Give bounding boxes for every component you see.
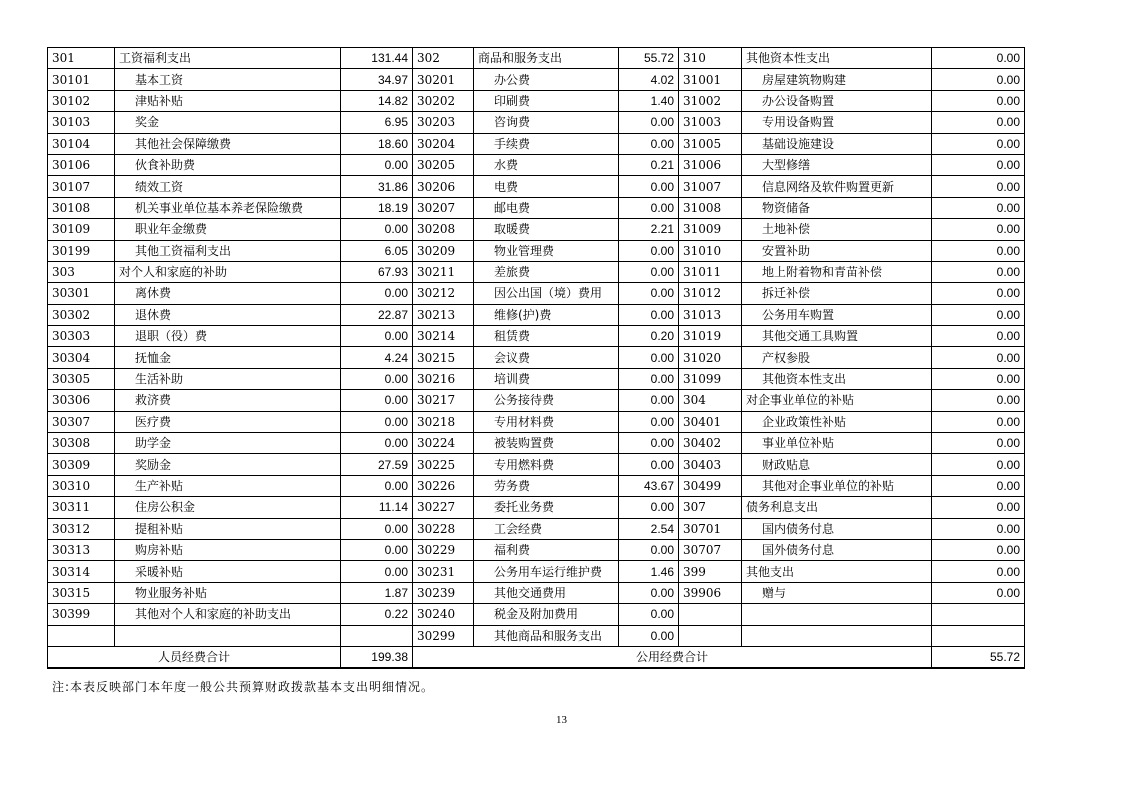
item-amount-cell: 0.00 — [619, 625, 679, 646]
item-name-cell: 公务用车购置 — [742, 304, 932, 325]
item-name-cell: 事业单位补贴 — [742, 433, 932, 454]
item-code-cell: 30307 — [48, 411, 115, 432]
item-code-cell: 30310 — [48, 475, 115, 496]
item-code-cell: 30226 — [413, 475, 474, 496]
item-code-cell: 30212 — [413, 283, 474, 304]
item-amount-cell: 0.00 — [932, 433, 1025, 454]
item-amount-cell: 0.00 — [341, 390, 413, 411]
item-name-cell: 对个人和家庭的补助 — [115, 261, 341, 282]
item-name-cell — [742, 604, 932, 625]
item-amount-cell: 0.00 — [932, 347, 1025, 368]
item-amount-cell: 1.40 — [619, 90, 679, 111]
item-name-cell: 取暖费 — [474, 219, 619, 240]
item-code-cell: 31009 — [679, 219, 742, 240]
item-amount-cell: 0.00 — [932, 240, 1025, 261]
item-name-cell: 税金及附加费用 — [474, 604, 619, 625]
item-amount-cell: 0.20 — [619, 326, 679, 347]
item-amount-cell: 2.21 — [619, 219, 679, 240]
item-amount-cell: 34.97 — [341, 69, 413, 90]
item-code-cell: 31011 — [679, 261, 742, 282]
item-code-cell: 302 — [413, 48, 474, 69]
item-name-cell: 安置补助 — [742, 240, 932, 261]
item-name-cell: 物资储备 — [742, 197, 932, 218]
item-amount-cell: 14.82 — [341, 90, 413, 111]
item-code-cell: 30309 — [48, 454, 115, 475]
item-name-cell: 退职（役）费 — [115, 326, 341, 347]
table-row — [48, 454, 1025, 475]
item-amount-cell: 0.00 — [619, 304, 679, 325]
item-code-cell: 30305 — [48, 368, 115, 389]
item-code-cell: 30201 — [413, 69, 474, 90]
item-code-cell: 30312 — [48, 518, 115, 539]
table-row — [48, 475, 1025, 496]
personnel-total-label: 人员经费合计 — [48, 646, 341, 668]
item-name-cell: 救济费 — [115, 390, 341, 411]
table-row — [48, 518, 1025, 539]
item-code-cell — [679, 625, 742, 646]
item-name-cell: 其他交通工具购置 — [742, 326, 932, 347]
item-code-cell: 30304 — [48, 347, 115, 368]
item-amount-cell: 0.00 — [341, 154, 413, 175]
item-name-cell: 债务利息支出 — [742, 497, 932, 518]
item-code-cell: 30707 — [679, 539, 742, 560]
item-name-cell — [115, 625, 341, 646]
item-amount-cell: 0.00 — [341, 518, 413, 539]
item-code-cell — [679, 604, 742, 625]
item-amount-cell: 0.00 — [341, 368, 413, 389]
personnel-total-value: 199.38 — [341, 646, 413, 668]
item-name-cell: 财政贴息 — [742, 454, 932, 475]
item-code-cell: 30229 — [413, 539, 474, 560]
item-name-cell: 其他对企事业单位的补贴 — [742, 475, 932, 496]
item-amount-cell: 0.00 — [932, 69, 1025, 90]
item-amount-cell — [932, 604, 1025, 625]
item-code-cell: 39906 — [679, 582, 742, 603]
item-amount-cell: 0.00 — [932, 497, 1025, 518]
item-amount-cell: 0.00 — [932, 561, 1025, 582]
item-code-cell: 30214 — [413, 326, 474, 347]
table-row — [48, 90, 1025, 111]
item-name-cell: 印刷费 — [474, 90, 619, 111]
item-code-cell: 30701 — [679, 518, 742, 539]
item-amount-cell: 6.05 — [341, 240, 413, 261]
item-code-cell: 30206 — [413, 176, 474, 197]
item-amount-cell: 0.00 — [341, 475, 413, 496]
item-name-cell: 其他社会保障缴费 — [115, 133, 341, 154]
item-code-cell: 30109 — [48, 219, 115, 240]
item-code-cell: 31013 — [679, 304, 742, 325]
item-amount-cell: 131.44 — [341, 48, 413, 69]
item-name-cell: 因公出国（境）费用 — [474, 283, 619, 304]
item-name-cell: 劳务费 — [474, 475, 619, 496]
item-amount-cell: 0.00 — [619, 454, 679, 475]
item-name-cell: 房屋建筑物购建 — [742, 69, 932, 90]
item-code-cell: 30209 — [413, 240, 474, 261]
item-code-cell: 30239 — [413, 582, 474, 603]
item-code-cell: 30399 — [48, 604, 115, 625]
item-name-cell: 购房补贴 — [115, 539, 341, 560]
item-name-cell: 其他支出 — [742, 561, 932, 582]
item-amount-cell: 0.00 — [932, 283, 1025, 304]
item-code-cell: 30228 — [413, 518, 474, 539]
item-code-cell: 30306 — [48, 390, 115, 411]
table-note: 注:本表反映部门本年度一般公共预算财政拨款基本支出明细情况。 — [52, 680, 435, 694]
item-code-cell: 30308 — [48, 433, 115, 454]
item-amount-cell: 11.14 — [341, 497, 413, 518]
table-row — [48, 604, 1025, 625]
item-code-cell: 31003 — [679, 112, 742, 133]
item-code-cell: 30213 — [413, 304, 474, 325]
item-name-cell: 对企事业单位的补贴 — [742, 390, 932, 411]
item-code-cell: 30106 — [48, 154, 115, 175]
item-code-cell: 31099 — [679, 368, 742, 389]
item-code-cell: 30199 — [48, 240, 115, 261]
table-row — [48, 368, 1025, 389]
item-code-cell: 31006 — [679, 154, 742, 175]
item-amount-cell: 0.00 — [619, 133, 679, 154]
table-row — [48, 261, 1025, 282]
public-total-label: 公用经费合计 — [413, 646, 932, 668]
item-name-cell: 国外债务付息 — [742, 539, 932, 560]
item-code-cell — [48, 625, 115, 646]
item-amount-cell: 4.24 — [341, 347, 413, 368]
item-name-cell: 住房公积金 — [115, 497, 341, 518]
item-amount-cell: 0.00 — [932, 48, 1025, 69]
item-code-cell: 301 — [48, 48, 115, 69]
item-name-cell: 物业管理费 — [474, 240, 619, 261]
item-name-cell: 商品和服务支出 — [474, 48, 619, 69]
item-name-cell: 电费 — [474, 176, 619, 197]
item-code-cell: 30302 — [48, 304, 115, 325]
item-amount-cell: 2.54 — [619, 518, 679, 539]
item-amount-cell: 0.00 — [932, 475, 1025, 496]
item-amount-cell: 0.00 — [932, 219, 1025, 240]
item-name-cell: 绩效工资 — [115, 176, 341, 197]
item-amount-cell: 0.00 — [341, 561, 413, 582]
item-amount-cell: 0.00 — [932, 390, 1025, 411]
item-name-cell: 会议费 — [474, 347, 619, 368]
item-name-cell: 委托业务费 — [474, 497, 619, 518]
item-code-cell: 30301 — [48, 283, 115, 304]
table-row — [48, 240, 1025, 261]
item-amount-cell — [341, 625, 413, 646]
item-name-cell: 产权参股 — [742, 347, 932, 368]
item-amount-cell: 0.00 — [619, 582, 679, 603]
item-name-cell: 其他工资福利支出 — [115, 240, 341, 261]
item-code-cell: 31020 — [679, 347, 742, 368]
item-code-cell: 30299 — [413, 625, 474, 646]
table-row — [48, 561, 1025, 582]
item-amount-cell: 18.60 — [341, 133, 413, 154]
table-row — [48, 48, 1025, 69]
item-code-cell: 30211 — [413, 261, 474, 282]
item-amount-cell: 67.93 — [341, 261, 413, 282]
item-code-cell: 30204 — [413, 133, 474, 154]
item-name-cell: 办公费 — [474, 69, 619, 90]
item-code-cell: 31007 — [679, 176, 742, 197]
item-name-cell: 采暖补贴 — [115, 561, 341, 582]
item-amount-cell: 27.59 — [341, 454, 413, 475]
item-code-cell: 310 — [679, 48, 742, 69]
item-amount-cell: 0.21 — [619, 154, 679, 175]
item-amount-cell: 0.00 — [619, 240, 679, 261]
item-name-cell: 其他商品和服务支出 — [474, 625, 619, 646]
item-code-cell: 30205 — [413, 154, 474, 175]
table-row — [48, 283, 1025, 304]
item-code-cell: 30224 — [413, 433, 474, 454]
item-code-cell: 31019 — [679, 326, 742, 347]
item-amount-cell: 1.87 — [341, 582, 413, 603]
item-code-cell: 31008 — [679, 197, 742, 218]
item-amount-cell: 0.00 — [932, 261, 1025, 282]
item-amount-cell: 0.00 — [932, 90, 1025, 111]
item-name-cell: 生活补助 — [115, 368, 341, 389]
table-row — [48, 326, 1025, 347]
item-amount-cell: 0.00 — [341, 411, 413, 432]
item-amount-cell: 0.00 — [619, 283, 679, 304]
table-row — [48, 433, 1025, 454]
item-code-cell: 30227 — [413, 497, 474, 518]
item-code-cell: 30314 — [48, 561, 115, 582]
item-code-cell: 31002 — [679, 90, 742, 111]
item-amount-cell: 0.00 — [932, 539, 1025, 560]
item-name-cell: 生产补贴 — [115, 475, 341, 496]
item-code-cell: 30225 — [413, 454, 474, 475]
item-name-cell: 退休费 — [115, 304, 341, 325]
item-name-cell: 拆迁补偿 — [742, 283, 932, 304]
item-code-cell: 30202 — [413, 90, 474, 111]
item-name-cell: 工会经费 — [474, 518, 619, 539]
item-code-cell: 30103 — [48, 112, 115, 133]
table-row — [48, 133, 1025, 154]
item-amount-cell: 0.00 — [932, 454, 1025, 475]
item-code-cell: 30102 — [48, 90, 115, 111]
item-code-cell: 30216 — [413, 368, 474, 389]
item-name-cell: 基础设施建设 — [742, 133, 932, 154]
item-name-cell: 企业政策性补贴 — [742, 411, 932, 432]
item-amount-cell: 4.02 — [619, 69, 679, 90]
item-name-cell: 公务用车运行维护费 — [474, 561, 619, 582]
item-amount-cell: 0.00 — [619, 197, 679, 218]
item-name-cell: 其他对个人和家庭的补助支出 — [115, 604, 341, 625]
item-amount-cell: 0.00 — [932, 154, 1025, 175]
item-amount-cell: 6.95 — [341, 112, 413, 133]
item-code-cell: 31012 — [679, 283, 742, 304]
item-code-cell: 30108 — [48, 197, 115, 218]
item-code-cell: 30402 — [679, 433, 742, 454]
item-code-cell: 304 — [679, 390, 742, 411]
item-amount-cell: 0.22 — [341, 604, 413, 625]
item-amount-cell: 43.67 — [619, 475, 679, 496]
item-amount-cell: 0.00 — [619, 604, 679, 625]
item-amount-cell: 0.00 — [619, 497, 679, 518]
item-code-cell: 31005 — [679, 133, 742, 154]
item-amount-cell: 18.19 — [341, 197, 413, 218]
item-code-cell: 30208 — [413, 219, 474, 240]
item-amount-cell: 0.00 — [932, 176, 1025, 197]
item-name-cell: 赠与 — [742, 582, 932, 603]
item-amount-cell: 0.00 — [341, 539, 413, 560]
page-number: 13 — [556, 714, 567, 726]
table-body — [48, 48, 1025, 647]
item-code-cell: 30104 — [48, 133, 115, 154]
table-row — [48, 625, 1025, 646]
item-amount-cell: 0.00 — [619, 261, 679, 282]
item-amount-cell: 31.86 — [341, 176, 413, 197]
table-row — [48, 497, 1025, 518]
item-amount-cell: 55.72 — [619, 48, 679, 69]
item-amount-cell: 0.00 — [932, 368, 1025, 389]
item-name-cell: 其他交通费用 — [474, 582, 619, 603]
item-amount-cell: 0.00 — [932, 112, 1025, 133]
totals-row — [48, 646, 1025, 668]
item-name-cell: 咨询费 — [474, 112, 619, 133]
item-name-cell: 职业年金缴费 — [115, 219, 341, 240]
item-name-cell: 机关事业单位基本养老保险缴费 — [115, 197, 341, 218]
item-amount-cell: 0.00 — [341, 219, 413, 240]
item-name-cell: 土地补偿 — [742, 219, 932, 240]
item-name-cell: 办公设备购置 — [742, 90, 932, 111]
item-amount-cell: 0.00 — [932, 326, 1025, 347]
item-code-cell: 30107 — [48, 176, 115, 197]
item-code-cell: 30217 — [413, 390, 474, 411]
item-amount-cell: 0.00 — [619, 368, 679, 389]
table-row — [48, 347, 1025, 368]
table-row — [48, 219, 1025, 240]
item-name-cell: 邮电费 — [474, 197, 619, 218]
item-name-cell: 津贴补贴 — [115, 90, 341, 111]
item-name-cell: 离休费 — [115, 283, 341, 304]
item-name-cell: 信息网络及软件购置更新 — [742, 176, 932, 197]
item-name-cell: 培训费 — [474, 368, 619, 389]
item-code-cell: 30203 — [413, 112, 474, 133]
item-code-cell: 307 — [679, 497, 742, 518]
item-name-cell: 助学金 — [115, 433, 341, 454]
item-name-cell: 工资福利支出 — [115, 48, 341, 69]
table-row — [48, 539, 1025, 560]
item-name-cell: 医疗费 — [115, 411, 341, 432]
item-code-cell: 30215 — [413, 347, 474, 368]
item-amount-cell: 0.00 — [932, 304, 1025, 325]
item-name-cell: 基本工资 — [115, 69, 341, 90]
item-amount-cell: 22.87 — [341, 304, 413, 325]
item-amount-cell — [932, 625, 1025, 646]
table-row — [48, 69, 1025, 90]
item-name-cell: 被装购置费 — [474, 433, 619, 454]
item-code-cell: 30401 — [679, 411, 742, 432]
item-amount-cell: 0.00 — [619, 347, 679, 368]
table-row — [48, 304, 1025, 325]
item-code-cell: 30403 — [679, 454, 742, 475]
item-code-cell: 303 — [48, 261, 115, 282]
item-amount-cell: 0.00 — [932, 133, 1025, 154]
item-name-cell: 提租补贴 — [115, 518, 341, 539]
item-name-cell: 奖金 — [115, 112, 341, 133]
table-row — [48, 411, 1025, 432]
item-amount-cell: 0.00 — [619, 433, 679, 454]
table-row — [48, 390, 1025, 411]
item-name-cell: 福利费 — [474, 539, 619, 560]
table-row — [48, 176, 1025, 197]
item-name-cell: 地上附着物和青苗补偿 — [742, 261, 932, 282]
item-name-cell: 专用设备购置 — [742, 112, 932, 133]
item-name-cell: 其他资本性支出 — [742, 48, 932, 69]
table-row — [48, 582, 1025, 603]
item-code-cell: 30218 — [413, 411, 474, 432]
item-code-cell: 30499 — [679, 475, 742, 496]
item-amount-cell: 0.00 — [341, 326, 413, 347]
item-name-cell: 物业服务补贴 — [115, 582, 341, 603]
item-code-cell: 30231 — [413, 561, 474, 582]
table-row — [48, 112, 1025, 133]
item-name-cell: 公务接待费 — [474, 390, 619, 411]
item-name-cell: 其他资本性支出 — [742, 368, 932, 389]
item-name-cell — [742, 625, 932, 646]
item-amount-cell: 0.00 — [619, 390, 679, 411]
item-code-cell: 30313 — [48, 539, 115, 560]
item-amount-cell: 1.46 — [619, 561, 679, 582]
item-name-cell: 维修(护)费 — [474, 304, 619, 325]
item-name-cell: 手续费 — [474, 133, 619, 154]
item-amount-cell: 0.00 — [932, 518, 1025, 539]
item-amount-cell: 0.00 — [619, 112, 679, 133]
budget-detail-table — [47, 47, 1025, 669]
item-code-cell: 30101 — [48, 69, 115, 90]
item-name-cell: 水费 — [474, 154, 619, 175]
item-amount-cell: 0.00 — [932, 582, 1025, 603]
item-code-cell: 30240 — [413, 604, 474, 625]
item-name-cell: 抚恤金 — [115, 347, 341, 368]
item-name-cell: 专用材料费 — [474, 411, 619, 432]
item-name-cell: 专用燃料费 — [474, 454, 619, 475]
item-name-cell: 国内债务付息 — [742, 518, 932, 539]
item-amount-cell: 0.00 — [932, 197, 1025, 218]
item-name-cell: 大型修缮 — [742, 154, 932, 175]
item-amount-cell: 0.00 — [932, 411, 1025, 432]
item-code-cell: 30207 — [413, 197, 474, 218]
table-row — [48, 154, 1025, 175]
item-code-cell: 31001 — [679, 69, 742, 90]
item-code-cell: 31010 — [679, 240, 742, 261]
item-code-cell: 30315 — [48, 582, 115, 603]
item-name-cell: 伙食补助费 — [115, 154, 341, 175]
table-row — [48, 197, 1025, 218]
item-amount-cell: 0.00 — [619, 176, 679, 197]
item-name-cell: 奖励金 — [115, 454, 341, 475]
item-code-cell: 399 — [679, 561, 742, 582]
item-amount-cell: 0.00 — [341, 283, 413, 304]
item-code-cell: 30311 — [48, 497, 115, 518]
item-amount-cell: 0.00 — [619, 411, 679, 432]
item-amount-cell: 0.00 — [619, 539, 679, 560]
item-name-cell: 租赁费 — [474, 326, 619, 347]
item-code-cell: 30303 — [48, 326, 115, 347]
item-name-cell: 差旅费 — [474, 261, 619, 282]
item-amount-cell: 0.00 — [341, 433, 413, 454]
public-total-value: 55.72 — [932, 646, 1025, 668]
